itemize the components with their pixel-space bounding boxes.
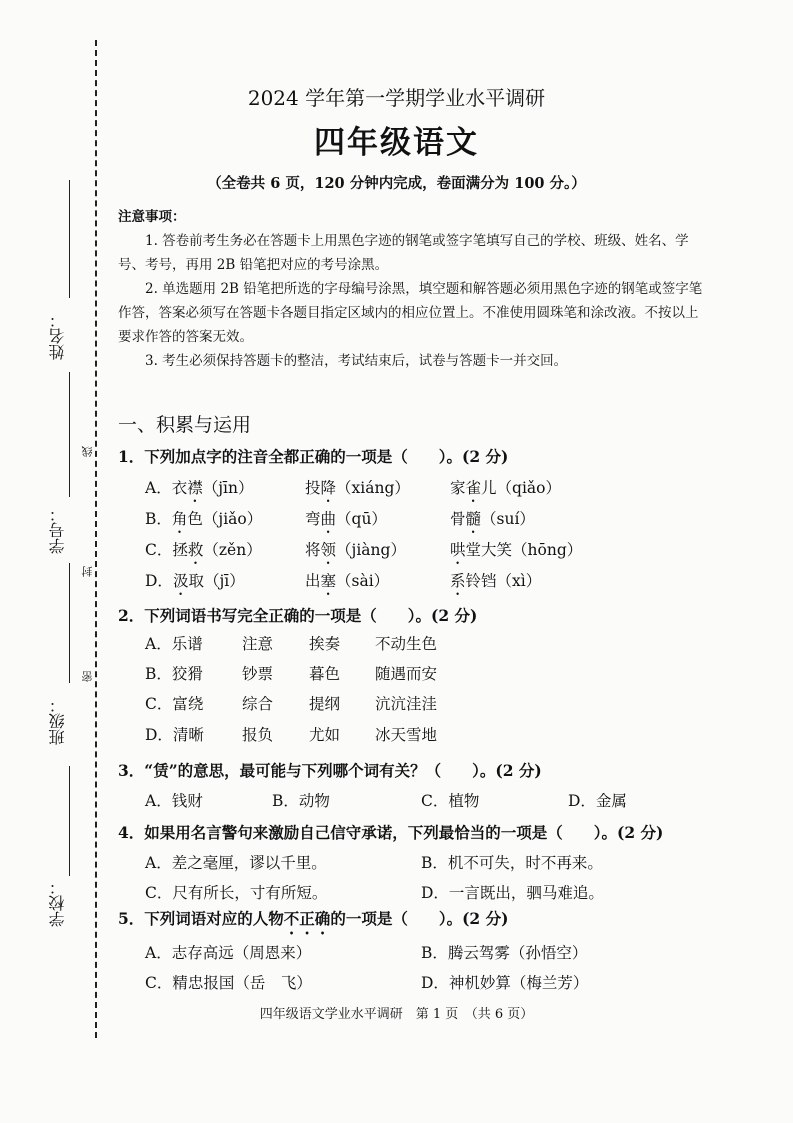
q1-b-pin1: 色（jiǎo） [187, 510, 263, 528]
q1-c-text2: 将 [305, 541, 321, 559]
q1-a-dot3: 雀 [465, 479, 482, 497]
q1-d-dot3: 系 [450, 572, 466, 590]
q1-option-c[interactable] [145, 538, 262, 568]
q1-b-text2: 弯 [305, 510, 321, 528]
q1-d-text3: 铃铛（xì） [465, 572, 542, 590]
q3-option-b[interactable]: B．动物 [272, 792, 330, 810]
id-label: 学号： [48, 506, 67, 554]
q2-d-word2: 报负 [242, 726, 274, 744]
q1-c-text1: C．拯 [145, 541, 188, 559]
q1-d-pin1: 取（jī） [188, 572, 245, 590]
q1-a-pin2: （xiáng） [336, 479, 410, 497]
q3-option-d[interactable]: D．金属 [568, 792, 627, 810]
q5-option-d[interactable]: D．神机妙算（梅兰芳） [421, 974, 589, 992]
q1-d-pin2: （sài） [336, 572, 390, 590]
school-label: 学校： [48, 879, 67, 927]
q2-a-word4: 不动生色 [375, 635, 438, 653]
secret-mark: 密 [81, 671, 94, 682]
q2-option-c[interactable]: C．富绕 [145, 695, 204, 713]
q1-d-dot1: 汲 [172, 572, 189, 590]
q1-c-dot2: 领 [320, 541, 337, 559]
question-4-stem: 4．如果用名言警句来激励自己信守承诺，下列最恰当的一项是（ ）。(2 分) [118, 823, 664, 842]
notes-block [118, 205, 708, 373]
q2-a-word2: 注意 [242, 635, 274, 653]
question-2-stem: 2．下列词语书写完全正确的一项是（ ）。(2 分) [118, 606, 478, 625]
note-2: 2. 单选题用 2B 铅笔把所选的字母编号涂黑，填空题和解答题必须用黑色字迹的钢笔或签字笔作答，答案必须写在答题卡各题目指定区域内的相应位置上。不准使用圆珠笔和涂改液。不按以上要求作答的答案无效。 [118, 281, 703, 345]
question-5-stem [118, 907, 508, 938]
q5-option-c[interactable]: C．精忠报国（岳 飞） [145, 974, 312, 992]
q1-b-dot2: 曲 [320, 510, 337, 528]
line-mark: 线 [81, 446, 94, 457]
exam-term: 2024 学年第一学期学业水平调研 [247, 86, 546, 110]
q2-b-word4: 随遇而安 [375, 665, 438, 683]
q3-option-c[interactable]: C．植物 [421, 792, 480, 810]
id-blank[interactable] [69, 372, 70, 497]
q1-d-dot2: 塞 [320, 572, 337, 590]
q2-c-word3: 提纲 [309, 695, 341, 713]
section-title: 一、积累与运用 [118, 414, 252, 436]
q4-option-a[interactable]: A．差之毫厘，谬以千里。 [145, 854, 327, 872]
q1-a-text2: 投 [305, 479, 321, 497]
seal-mark: 封 [81, 566, 94, 577]
q1-option-d-2 [305, 569, 389, 599]
exam-title: 四年级语文 [314, 125, 479, 161]
q2-option-a[interactable]: A．乐谱 [145, 635, 203, 653]
q2-d-word3: 尤如 [309, 726, 341, 744]
q5-stem-emphasis: 不正确 [283, 909, 331, 928]
note-3: 3. 考生必须保持答题卡的整洁，考试结束后，试卷与答题卡一并交回。 [145, 353, 568, 369]
q1-option-c-2 [305, 538, 406, 568]
q2-d-word4: 冰天雪地 [375, 726, 438, 744]
q1-option-a-2 [305, 476, 410, 506]
q5-stem-post: 的一项是（ ）。(2 分) [330, 909, 509, 928]
q1-c-text3: 堂大笑（hōng） [465, 541, 583, 559]
q1-option-d[interactable] [145, 569, 245, 599]
notes-title: 注意事项： [118, 209, 186, 225]
q1-d-text1: D． [145, 572, 173, 590]
name-blank[interactable] [69, 180, 70, 298]
q2-a-word3: 挨奏 [309, 635, 341, 653]
q1-c-pin1: （zěn） [203, 541, 262, 559]
question-3-stem: 3．“赁”的意思，最可能与下列哪个词有关？（ ）。(2 分) [118, 761, 542, 780]
q1-b-pin2: （qū） [336, 510, 387, 528]
q2-c-word2: 综合 [242, 695, 274, 713]
question-1-stem: 1．下列加点字的注音全都正确的一项是（ ）。(2 分) [118, 447, 509, 466]
q1-a-pin1: （jīn） [202, 479, 254, 497]
q1-b-text1: B． [145, 510, 172, 528]
q1-a-text3: 家 [450, 479, 466, 497]
q3-option-a[interactable]: A．钱财 [145, 792, 203, 810]
q1-b-pin3: （suí） [481, 510, 535, 528]
q1-a-dot2: 降 [320, 479, 337, 497]
q1-a-dot1: 襟 [187, 479, 203, 497]
q1-option-a[interactable] [145, 476, 253, 506]
q1-option-d-3 [450, 569, 541, 599]
q2-b-word3: 暮色 [309, 665, 341, 683]
q1-option-b-2 [305, 507, 387, 537]
q5-stem-pre: 5．下列词语对应的人物 [118, 909, 284, 928]
school-blank[interactable] [69, 766, 70, 876]
q1-a-pin3: 儿（qiǎo） [481, 479, 561, 497]
q2-option-d[interactable]: D．清晰 [145, 726, 204, 744]
q1-option-b[interactable] [145, 507, 262, 537]
q1-option-b-3 [450, 507, 535, 537]
q4-option-d[interactable]: D．一言既出，驷马难追。 [421, 884, 604, 902]
q2-c-word4: 沆沆洼洼 [375, 695, 438, 713]
q5-option-b[interactable]: B．腾云驾雾（孙悟空） [421, 944, 588, 962]
note-1: 1. 答卷前考生务必在答题卡上用黑色字迹的钢笔或签字笔填写自己的学校、班级、姓名、学号、考号，再用 2B 铅笔把对应的考号涂黑。 [118, 233, 689, 273]
q1-d-text2: 出 [305, 572, 321, 590]
q2-option-b[interactable]: B．狡猾 [145, 665, 203, 683]
q1-option-a-3 [450, 476, 561, 506]
exam-subtitle: （全卷共 6 页，120 分钟内完成，卷面满分为 100 分。） [207, 175, 586, 192]
q1-b-text3: 骨 [450, 510, 466, 528]
q1-c-dot3: 哄 [450, 541, 466, 559]
q1-c-pin2: （jiàng） [336, 541, 406, 559]
page-footer: 四年级语文学业水平调研 第 1 页 （共 6 页） [259, 1007, 534, 1022]
q1-option-c-3 [450, 538, 582, 568]
q5-option-a[interactable]: A．志存高远（周恩来） [145, 944, 312, 962]
class-blank[interactable] [69, 563, 70, 683]
q1-c-dot1: 救 [187, 541, 204, 559]
q1-b-dot3: 髓 [465, 510, 482, 528]
q1-b-dot1: 角 [171, 510, 188, 528]
q1-a-text1: A．衣 [145, 479, 188, 497]
q4-option-b[interactable]: B．机不可失，时不再来。 [421, 854, 603, 872]
q4-option-c[interactable]: C．尺有所长，寸有所短。 [145, 884, 328, 902]
name-label: 姓名： [48, 312, 67, 360]
q2-b-word2: 钞票 [242, 665, 274, 683]
class-label: 班级： [48, 697, 67, 745]
